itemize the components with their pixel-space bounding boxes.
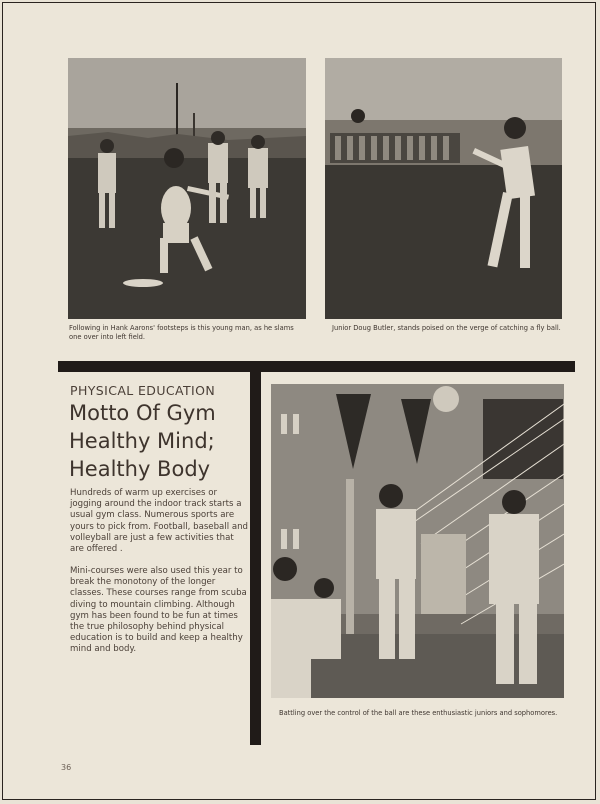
paragraph-1-text: Hundreds of warm up exercises or jogging around the indoor track starts a usual gym class. Numerous sports are yours to pick from. Football, baseball and volleyball are just a few activities that are offered . xyxy=(70,488,248,555)
baseball-photo-image xyxy=(68,58,306,319)
baseball-caption: Following in Hank Aarons' footsteps is this young man, as he slams one over into left field. xyxy=(69,324,294,341)
volleyball-photo xyxy=(271,384,564,698)
fly-ball-photo xyxy=(325,58,562,319)
volleyball-caption: Battling over the control of the ball are these enthusiastic juniors and sophomores. xyxy=(279,709,558,717)
section-divider xyxy=(58,361,575,372)
headline xyxy=(69,399,249,483)
page-number: 36 xyxy=(61,763,72,772)
column-divider xyxy=(250,361,261,745)
article-paragraph-2 xyxy=(70,566,248,656)
fly-ball-caption: Junior Doug Butler, stands poised on the verge of catching a fly ball. xyxy=(332,324,561,332)
article-paragraph-1 xyxy=(70,488,248,555)
paragraph-2-text: Mini-courses were also used this year to break the monotony of the longer classes. These courses range from scuba diving to mountain climbing. Although gym has been found to be fun at times the true philosophy behind physical education is to build and keep a healthy mind and body. xyxy=(70,566,247,655)
yearbook-page xyxy=(2,2,596,800)
headline-line-3: Healthy Body xyxy=(69,457,211,481)
volleyball-photo-image xyxy=(271,384,564,698)
headline-line-2: Healthy Mind; xyxy=(69,429,215,453)
fly-ball-photo-image xyxy=(325,58,562,319)
baseball-photo xyxy=(68,58,306,319)
headline-line-1: Motto Of Gym xyxy=(69,401,216,425)
section-kicker: PHYSICAL EDUCATION xyxy=(70,383,216,398)
